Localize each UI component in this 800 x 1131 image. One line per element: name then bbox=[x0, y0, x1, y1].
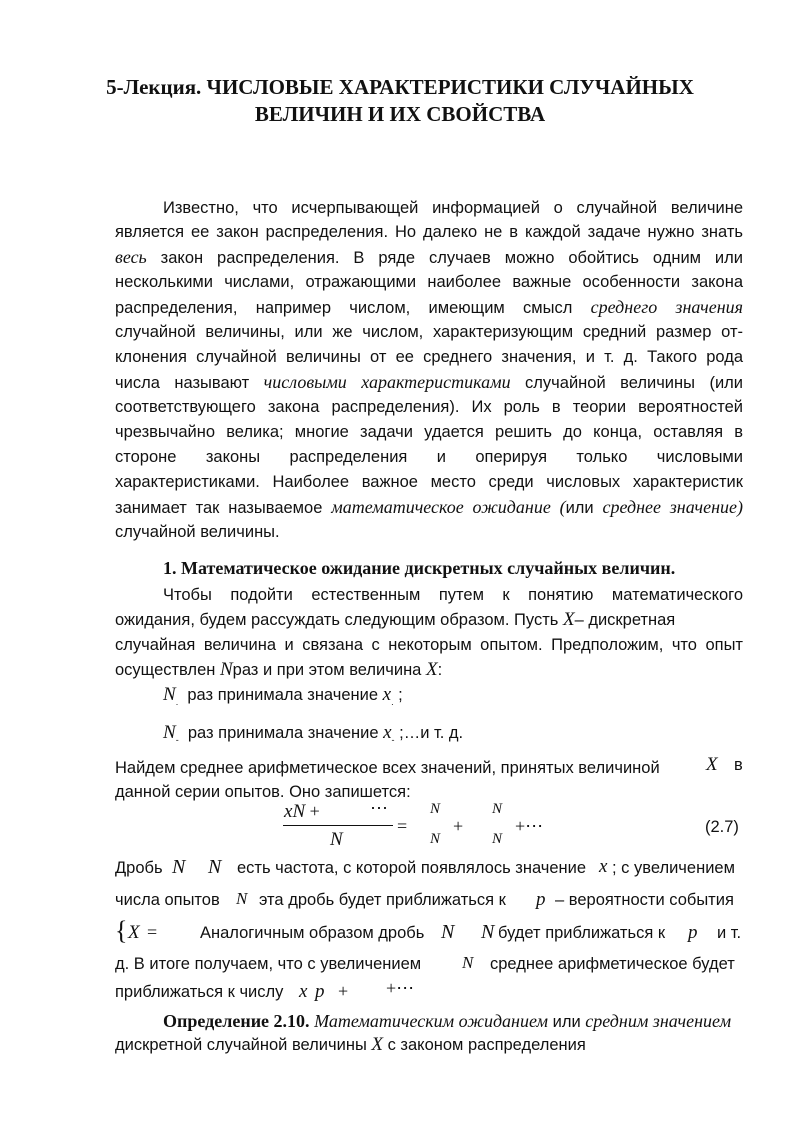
definition-line-2b: с законом распределения bbox=[383, 1036, 586, 1054]
intro-line-8 bbox=[115, 370, 743, 395]
definition-or: или bbox=[548, 1013, 586, 1031]
section-line-1: Чтобы подойти естественным путем к понятию математического bbox=[163, 586, 743, 604]
intro-line-9: соответствующего закона распределения). Их роль в теории вероятностей bbox=[115, 398, 743, 416]
intro-line-13b: или bbox=[565, 499, 603, 517]
title-line-1: 5-Лекция. ЧИСЛОВЫЕ ХАРАКТЕРИСТИКИ СЛУЧАЙНЫХ bbox=[106, 75, 694, 99]
intro-italic-ves: весь bbox=[115, 247, 147, 267]
intro-line-3-text: закон распределения. В ряде случаев можно обойтись одним или bbox=[146, 249, 743, 267]
intro-line-13a: занимает так называемое bbox=[115, 499, 332, 517]
section-line-7a: Дробь bbox=[115, 859, 163, 877]
var-N-analog: N bbox=[441, 921, 455, 943]
section-heading: 1. Математическое ожидание дискретных случайных величин. bbox=[163, 558, 676, 578]
var-N-opytov: N bbox=[236, 889, 248, 908]
section-line-6: данной серии опытов. Оно запишется: bbox=[115, 783, 411, 801]
var-p1: p bbox=[536, 889, 546, 910]
intro-line-5-text: распределения, например числом, имеющим смысл bbox=[115, 299, 591, 317]
definition-term-1: Математическим ожиданием bbox=[314, 1011, 549, 1031]
eq-plus: + bbox=[309, 801, 320, 821]
intro-line-7: клонения случайной величины от ее среднего значения, и т. д. Такого рода bbox=[115, 348, 743, 366]
lecture-title bbox=[100, 74, 700, 128]
sum-plus: + bbox=[338, 981, 349, 1001]
intro-line-14: случайной величины. bbox=[115, 523, 280, 541]
section-line-2b: дискретная bbox=[583, 611, 676, 629]
equation-number: (2.7) bbox=[705, 818, 739, 836]
definition-line-2 bbox=[115, 1034, 586, 1056]
eq-plus-dots: +⋯ bbox=[515, 816, 544, 836]
item-2-text: раз принимала значение bbox=[187, 724, 384, 742]
var-N: N bbox=[219, 659, 233, 680]
eq-frac1-den: N bbox=[430, 831, 441, 847]
intro-line-8a: числа называют bbox=[115, 374, 264, 392]
item-1-text: раз принимала значение bbox=[187, 686, 383, 704]
section-line-9a: Аналогичным образом дробь bbox=[200, 924, 425, 942]
intro-line-5 bbox=[115, 295, 743, 320]
eq-plus-2: + bbox=[453, 816, 464, 836]
intro-line-1: Известно, что исчерпывающей информацией о случайной величине bbox=[163, 199, 743, 217]
section-line-5b: в bbox=[734, 756, 743, 774]
section-line-4b: раз и при этом величина bbox=[232, 661, 426, 679]
var-x-freq: x bbox=[599, 856, 608, 877]
eq-frac1-num: N bbox=[430, 801, 441, 817]
intro-line-6: случайной величины, или же числом, характеризующим средний размер от- bbox=[115, 323, 743, 341]
definition-label: Определение 2.10. bbox=[163, 1011, 310, 1031]
section-line-10a: д. В итоге получаем, что с увеличением bbox=[115, 955, 422, 973]
definition-line-2a: дискретной случайной величины bbox=[115, 1036, 372, 1054]
eq-N: N bbox=[292, 801, 306, 822]
sub-x2: - bbox=[391, 735, 395, 745]
var-p2: p bbox=[688, 922, 698, 943]
definition-line-1 bbox=[163, 1011, 731, 1032]
intro-italic-average: среднее значение) bbox=[602, 497, 743, 517]
intro-italic-mean: среднего значения bbox=[590, 297, 744, 317]
section-line-11: приближаться к числу bbox=[115, 983, 284, 1001]
intro-line-11: стороне законы распределения и оперируя только числовыми bbox=[115, 448, 743, 466]
item-2 bbox=[163, 722, 463, 745]
eq-fraction-bar bbox=[283, 825, 393, 826]
var-N-drob-2: N bbox=[208, 856, 222, 878]
section-line-4a: осуществлен bbox=[115, 661, 220, 679]
intro-line-2: является ее закон распределения. Но далеко не в каждой задаче нужно знать bbox=[115, 223, 743, 241]
var-N-drob: N bbox=[172, 856, 186, 878]
var-X: X bbox=[425, 659, 438, 680]
intro-italic-numchar: числовыми характеристиками bbox=[263, 372, 511, 392]
intro-line-4: несколькими числами, отражающими наиболее важные особенности закона bbox=[115, 273, 743, 291]
eq-denominator-N: N bbox=[330, 829, 343, 850]
intro-italic-expect: математическое ожидание ( bbox=[331, 497, 566, 517]
section-line-9c: и т. bbox=[717, 924, 742, 942]
sub-1: . bbox=[175, 697, 179, 707]
section-line-5a: Найдем среднее арифметическое всех значений, принятых величиной bbox=[115, 759, 660, 777]
var-X: X bbox=[562, 609, 575, 630]
intro-line-3 bbox=[115, 245, 743, 270]
var-X-event: X bbox=[128, 922, 140, 943]
section-line-9b: будет приближаться к bbox=[498, 924, 666, 942]
eq-equals: = bbox=[397, 816, 408, 836]
event-equals: = bbox=[147, 922, 158, 942]
section-line-2a: ожидания, будем рассуждать следующим образом. Пусть bbox=[115, 611, 563, 629]
var-x2: x bbox=[383, 722, 392, 743]
section-line-4 bbox=[115, 658, 743, 682]
eq-dots: ⋯ bbox=[370, 798, 388, 818]
var-N-itog: N bbox=[462, 953, 474, 972]
eq-numerator bbox=[284, 801, 320, 823]
definition-term-2: средним значением bbox=[585, 1011, 732, 1031]
section-line-7b: есть частота, с которой появлялось значение bbox=[237, 859, 587, 877]
eq-frac2-num: N bbox=[492, 801, 503, 817]
var-X-def: X bbox=[371, 1034, 384, 1055]
eq-frac2-den: N bbox=[492, 831, 503, 847]
var-N2: N bbox=[163, 722, 176, 743]
intro-line-10: чрезвычайно велика; многие задачи удается решить до конца, оставляя в bbox=[115, 423, 743, 441]
intro-line-13 bbox=[115, 495, 743, 520]
sub-2: - bbox=[175, 735, 179, 745]
var-x-sum: x bbox=[299, 981, 308, 1002]
eq-x: x bbox=[284, 801, 293, 822]
dash: – bbox=[574, 611, 584, 629]
var-x1: x bbox=[382, 684, 392, 705]
var-p-sum: p bbox=[315, 981, 325, 1002]
item-1 bbox=[163, 684, 403, 707]
intro-line-8b: случайной величины (или bbox=[510, 374, 744, 392]
section-line-8b: эта дробь будет приближаться к bbox=[259, 891, 506, 909]
section-line-2 bbox=[115, 608, 743, 632]
colon: : bbox=[437, 661, 443, 679]
section-line-3: случайная величина и связана с некоторым опытом. Предположим, что опыт bbox=[115, 636, 743, 654]
var-N1: N bbox=[163, 684, 176, 705]
intro-line-12: характеристиками. Наиболее важное место среди числовых характеристик bbox=[115, 473, 743, 491]
section-line-10b: среднее арифметическое будет bbox=[490, 955, 735, 973]
section-line-7c: ; с увеличением bbox=[612, 859, 735, 877]
section-line-5 bbox=[115, 756, 745, 780]
item-2-tail: ;…и т. д. bbox=[399, 724, 464, 742]
event-brace: { bbox=[115, 916, 128, 945]
var-X-avg: X bbox=[706, 754, 718, 775]
sub-x1: . bbox=[391, 697, 394, 707]
section-line-8c: – вероятности события bbox=[555, 891, 734, 909]
sum-plus-dots: +⋯ bbox=[386, 978, 415, 998]
var-N-analog-2: N bbox=[481, 921, 495, 943]
semicolon: ; bbox=[398, 686, 403, 704]
title-line-2: ВЕЛИЧИН И ИХ СВОЙСТВА bbox=[254, 102, 546, 126]
section-line-8a: числа опытов bbox=[115, 891, 220, 909]
